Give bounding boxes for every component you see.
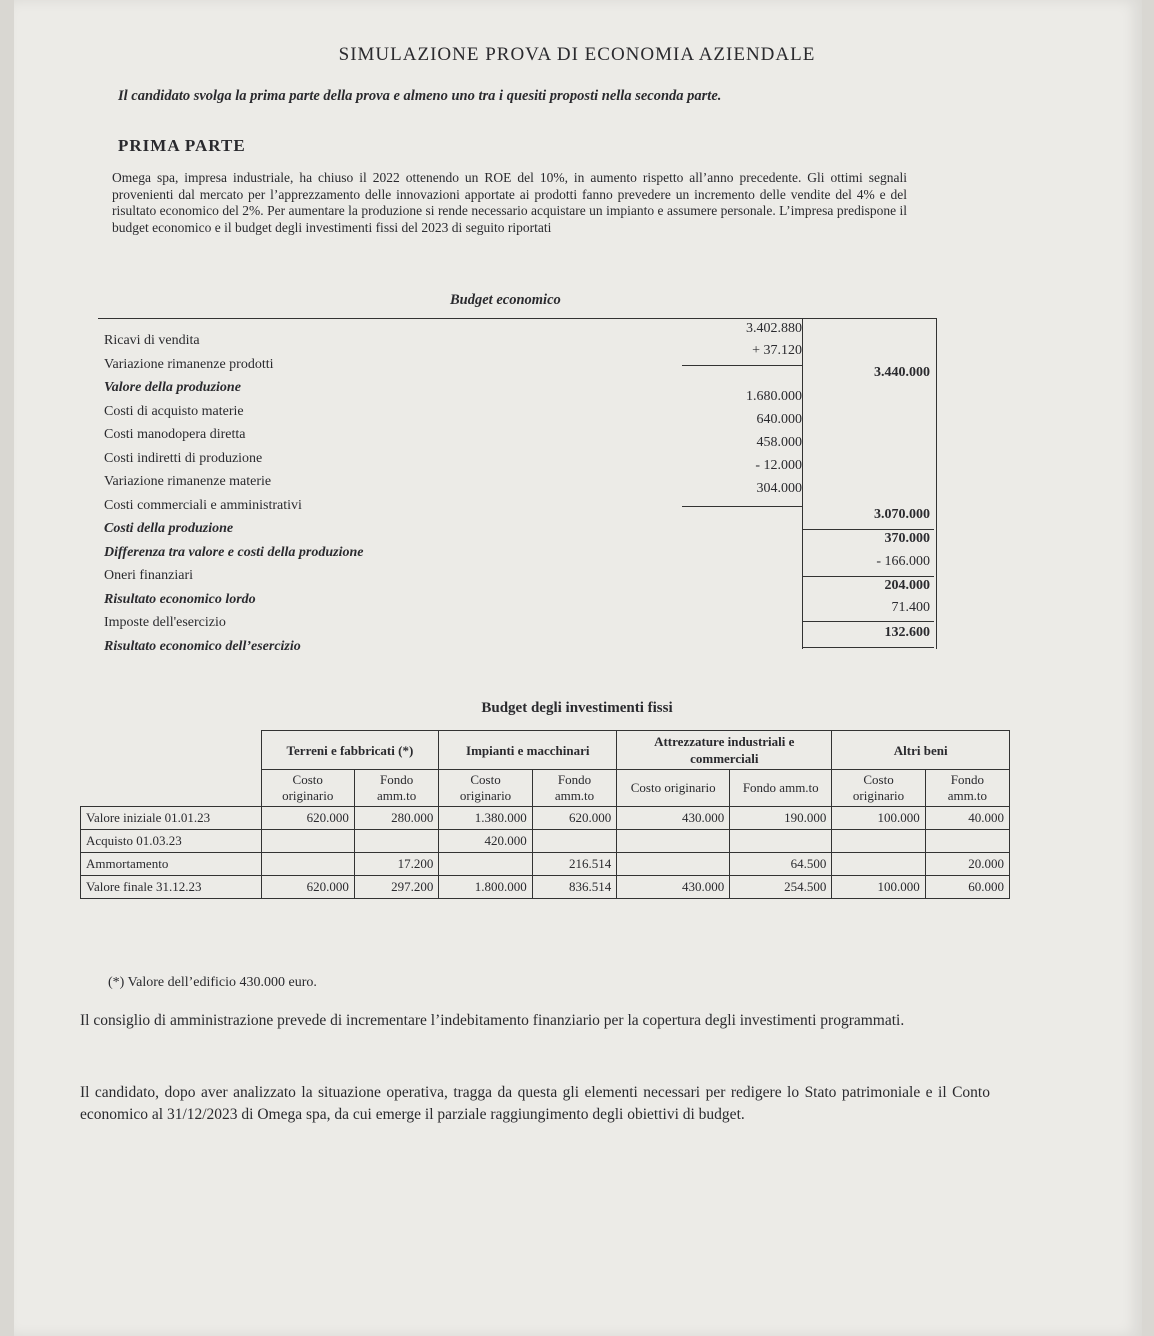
budget-economico-table (98, 318, 937, 654)
divider (802, 621, 934, 622)
cell: 1.380.000 (439, 807, 532, 830)
group-header: Attrezzature industriali e commerciali (617, 731, 832, 770)
intro-paragraph: Omega spa, impresa industriale, ha chiuso il 2022 ottenendo un ROE del 10%, in aumento rispetto all’anno precedente. Gli ottimi segnali provenienti dal mercato per l’apprezzamento delle innovazioni apportate ai prodotti fanno prevedere un incremento delle vendite del 4% e del risultato economico del 2%. Per aumentare la produzione si rende necessario acquistare un impianto e assumere personale. L’impresa predispone il budget economico e il budget degli investimenti fissi del 2023 di seguito riportati (112, 170, 907, 235)
cell: 620.000 (532, 807, 616, 830)
total-value: 132.600 (884, 625, 930, 640)
value: 458.000 (756, 435, 802, 450)
cell: 280.000 (354, 807, 438, 830)
divider (802, 529, 934, 530)
table-row (81, 830, 1010, 853)
cell: 836.514 (532, 876, 616, 899)
value: - 12.000 (755, 458, 802, 473)
row-label: Valore iniziale 01.01.23 (81, 807, 262, 830)
sub-header: Costo originario (439, 770, 532, 807)
sub-header: Fondo amm.to (730, 770, 832, 807)
row-label: Valore finale 31.12.23 (81, 876, 262, 899)
row-label: Variazione rimanenze materie (104, 474, 272, 489)
cell (439, 853, 532, 876)
sub-header: Fondo amm.to (532, 770, 616, 807)
sub-header: Costo originario (617, 770, 730, 807)
value: + 37.120 (752, 343, 802, 358)
document-title: SIMULAZIONE PROVA DI ECONOMIA AZIENDALE (338, 44, 816, 65)
budget-investimenti-table (80, 730, 1010, 899)
cell: 430.000 (617, 807, 730, 830)
cell: 216.514 (532, 853, 616, 876)
total-value: 204.000 (884, 578, 930, 593)
cell: 40.000 (925, 807, 1009, 830)
row-label: Imposte dell'esercizio (104, 615, 226, 630)
budget-economico-title: Budget economico (450, 292, 561, 308)
cell (354, 830, 438, 853)
value: 640.000 (756, 412, 802, 427)
sub-header: Costo originario (261, 770, 354, 807)
row-label: Risultato economico lordo (104, 591, 256, 607)
cell: 60.000 (925, 876, 1009, 899)
cell (261, 830, 354, 853)
cell: 420.000 (439, 830, 532, 853)
empty-corner (81, 731, 262, 807)
total-value: 3.440.000 (874, 365, 930, 380)
cell: 430.000 (617, 876, 730, 899)
row-label: Risultato economico dell’esercizio (104, 638, 301, 654)
divider (682, 506, 802, 507)
group-header: Impianti e macchinari (439, 731, 617, 770)
row-label: Costi indiretti di produzione (104, 450, 263, 466)
group-header: Terreni e fabbricati (*) (261, 731, 439, 770)
cell (832, 853, 925, 876)
budget-economico-labels (104, 329, 364, 658)
table-row (81, 853, 1010, 876)
cell: 20.000 (925, 853, 1009, 876)
closing-paragraph-2: Il candidato, dopo aver analizzato la situazione operativa, tragga da questa gli elementi necessari per redigere lo Stato patrimoniale e il Conto economico al 31/12/2023 di Omega spa, da cui emerge il parziale raggiungimento degli obiettivi di budget. (80, 1084, 990, 1123)
value: 1.680.000 (746, 389, 802, 404)
group-header: Altri beni (832, 731, 1010, 770)
sub-header: Fondo amm.to (925, 770, 1009, 807)
row-label: Ammortamento (81, 853, 262, 876)
cell: 297.200 (354, 876, 438, 899)
row-label: Oneri finanziari (104, 568, 194, 583)
cell (730, 830, 832, 853)
section-heading: PRIMA PARTE (118, 136, 246, 155)
closing-paragraph-1: Il consiglio di amministrazione prevede di incrementare l’indebitamento finanziario per la copertura degli investimenti programmati. (80, 1012, 905, 1029)
cell: 64.500 (730, 853, 832, 876)
row-label: Acquisto 01.03.23 (81, 830, 262, 853)
row-label: Costi commerciali e amministrativi (104, 497, 302, 513)
cell (832, 830, 925, 853)
total-value: 71.400 (891, 600, 930, 615)
cell: 620.000 (261, 807, 354, 830)
table-row (81, 876, 1010, 899)
cell: 100.000 (832, 807, 925, 830)
row-label: Costi manodopera diretta (104, 427, 246, 442)
cell: 100.000 (832, 876, 925, 899)
footnote: (*) Valore dell’edificio 430.000 euro. (108, 975, 317, 990)
row-label: Differenza tra valore e costi della produzione (104, 544, 364, 560)
instructions: Il candidato svolga la prima parte della prova e almeno uno tra i quesiti proposti nella seconda parte. (118, 88, 722, 104)
budget-investimenti-title: Budget degli investimenti fissi (481, 700, 673, 716)
value: 304.000 (756, 481, 802, 496)
sub-header: Costo originario (832, 770, 925, 807)
divider (802, 647, 934, 648)
divider (682, 365, 802, 366)
row-label: Costi di acquisto materie (104, 403, 244, 419)
cell (261, 853, 354, 876)
cell: 190.000 (730, 807, 832, 830)
cell (532, 830, 616, 853)
row-label: Costi della produzione (104, 521, 234, 536)
cell (925, 830, 1009, 853)
cell (617, 853, 730, 876)
cell: 1.800.000 (439, 876, 532, 899)
sub-header: Fondo amm.to (354, 770, 438, 807)
total-value: 3.070.000 (874, 507, 930, 522)
row-label: Valore della produzione (104, 380, 241, 395)
total-value: - 166.000 (876, 554, 930, 569)
table-row (81, 807, 1010, 830)
cell (617, 830, 730, 853)
row-label: Ricavi di vendita (104, 333, 200, 348)
cell: 17.200 (354, 853, 438, 876)
cell: 620.000 (261, 876, 354, 899)
divider (802, 576, 934, 577)
row-label: Variazione rimanenze prodotti (104, 356, 274, 372)
cell: 254.500 (730, 876, 832, 899)
value: 3.402.880 (746, 321, 802, 336)
total-value: 370.000 (884, 531, 930, 546)
